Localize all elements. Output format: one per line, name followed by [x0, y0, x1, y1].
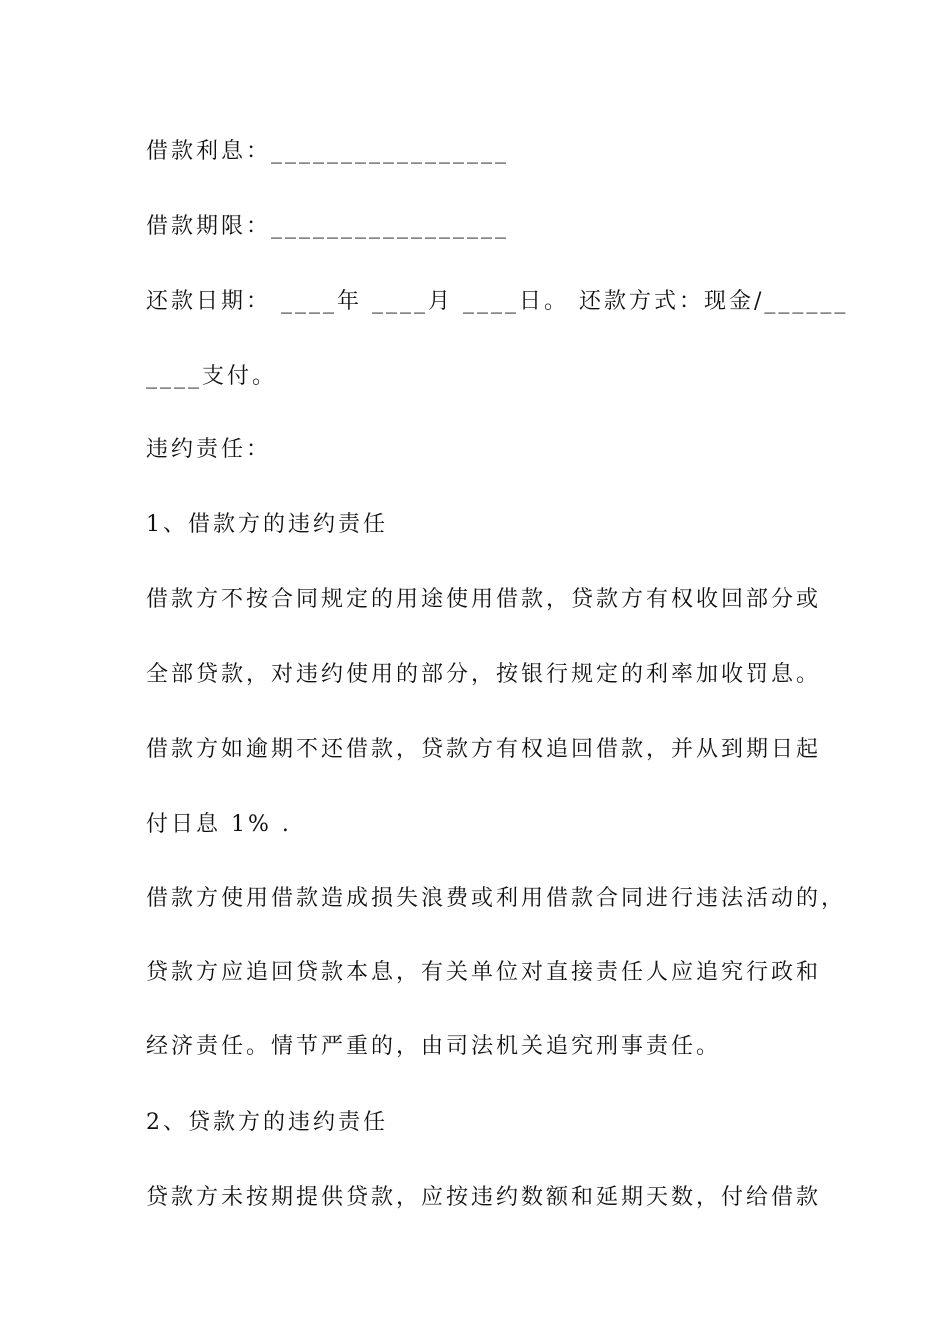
- lender-liability-heading: 2、贷款方的违约责任: [146, 1110, 388, 1135]
- paragraph-line: 经济责任。情节严重的，由司法机关追究刑事责任。: [146, 1034, 722, 1059]
- borrower-liability-heading: 1、借款方的违约责任: [146, 512, 388, 537]
- paragraph-line: 付日息 1% .: [146, 812, 292, 837]
- breach-liability-heading: 违约责任：: [146, 437, 272, 462]
- paragraph-line: 贷款方未按期提供贷款，应按违约数额和延期天数，付给借款: [146, 1185, 822, 1210]
- paragraph-line: 借款方不按合同规定的用途使用借款，贷款方有权收回部分或: [146, 587, 822, 612]
- paragraph-line: 借款方如逾期不还借款，贷款方有权追回借款，并从到期日起: [146, 737, 822, 762]
- paragraph-line: 借款方使用借款造成损失浪费或利用借款合同进行违法活动的，: [146, 886, 847, 911]
- loan-interest-line: 借款利息：_________________: [146, 139, 510, 164]
- repayment-date-line: 还款日期： ____年 ____月 ____日。 还款方式：现金/______: [146, 289, 849, 314]
- paragraph-line: 贷款方应追回贷款本息，有关单位对直接责任人应追究行政和: [146, 960, 822, 985]
- loan-term-line: 借款期限：_________________: [146, 214, 510, 239]
- payment-method-line: ____支付。: [146, 364, 278, 389]
- paragraph-line: 全部贷款，对违约使用的部分，按银行规定的利率加收罚息。: [146, 662, 822, 687]
